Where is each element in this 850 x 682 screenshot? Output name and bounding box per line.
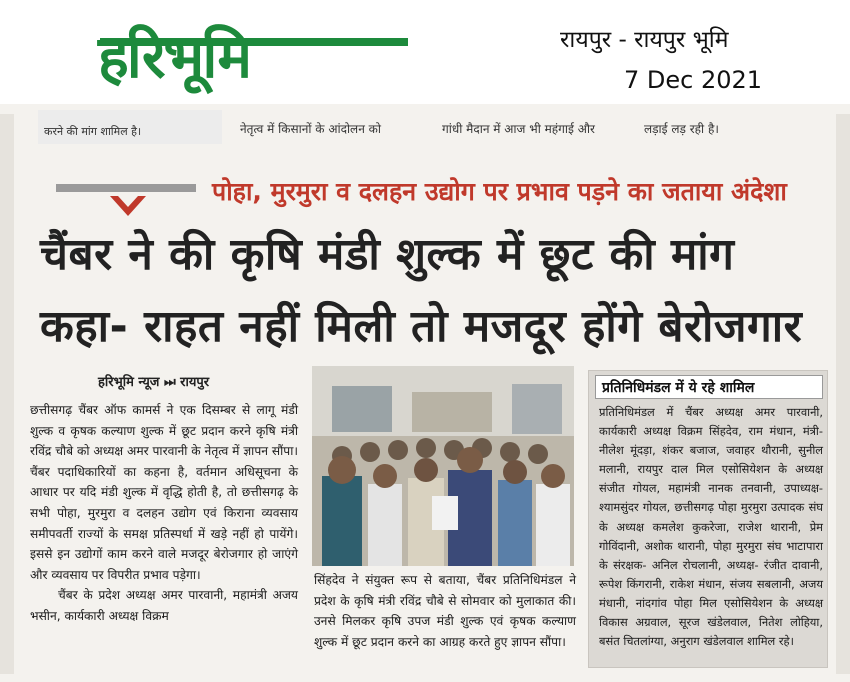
chevron-down-icon	[110, 196, 146, 216]
left-column-edge	[0, 114, 14, 674]
newspaper-logo: हरिभूमि	[98, 23, 251, 91]
article-kicker: पोहा, मुरमुरा व दलहन उद्योग पर प्रभाव पड़ने का जताया अंदेशा	[212, 177, 787, 206]
edition-label: रायपुर - रायपुर भूमि	[560, 27, 729, 53]
sidebar-body: प्रतिनिधिमंडल में चैंबर अध्यक्ष अमर पारवानी, कार्यकारी अध्यक्ष विक्रम सिंहदेव, राम मंधान, मंत्री-नीलेश मूंदड़ा, शंकर बजाज, जवाहर थौरानी, सुनील मलानी, रायपुर दाल मिल एसोसियेशन के अध्यक्ष संजीत गोयल, महामंत्री नानक तनवानी, उपाध्यक्ष- श्यामसुंदर गोयल, छत्तीसगढ़ पोहा मुरमुरा उत्पादक संघ के अध्यक्ष कमलेश कुकरेजा, राजेश थारानी, प्रेम गोविंदानी, अशोक थारानी, पोहा मुरमुरा संघ भाटापारा के संरक्षक- अनिल रोचलानी, अध्यक्ष- रंजीत दावानी, रूपेश किंगरानी, राकेश मंधान, संजय सबलानी, अजय मंधानी, नांदगांव पोहा मिल एसोसियेशन के अध्यक्ष विकास अग्रवाल, सूरज खंडेलवाल, नितेश लोहिया, बसंत चितलांग्या, अनुराग खंडेलवाल शामिल रहे।	[599, 405, 823, 649]
article-body	[30, 400, 298, 627]
masthead	[0, 0, 850, 104]
body-paragraph-1: छत्तीसगढ़ चैंबर ऑफ कामर्स ने एक दिसम्बर से लागू मंडी शुल्क व कृषक कल्याण शुल्क में छूट प्रदान करने कृषि मंत्री रविंद्र चौबे को अध्यक्ष अमर पारवानी के नेतृत्व में ज्ञापन सौंपा। चैंबर पदाधिकारियों का कहना है, वर्तमान अधिसूचना के आधार पर यदि मंडी शुल्क में वृद्धि होती है, तो छत्तीसगढ़ के सभी पोहा, मुरमुरा व दलहन उद्योग एवं किराना व्यवसाय समीपवर्ती राज्यों के समक्ष प्रतिस्पर्धा में खड़े नहीं हो पायेंगे। इससे इन उद्योगों काम करने वाले मजदूर बेरोजगार हो जाएंगे और व्यवसाय पर विपरीत प्रभाव पड़ेगा।	[30, 403, 298, 582]
headline-line-1: चैंबर ने की कृषि मंडी शुल्क में छूट की मांग	[40, 229, 735, 280]
delegation-sidebar	[588, 370, 828, 668]
headline-line-2: कहा- राहत नहीं मिली तो मजदूर होंगे बेरोजगार	[40, 301, 803, 352]
delegation-photo	[312, 366, 574, 566]
newspaper-clipping	[0, 104, 850, 682]
byline: हरिभूमि न्यूज ⏭ रायपुर	[98, 375, 210, 390]
fragment-box: करने की मांग शामिल है।	[38, 110, 222, 144]
edition-date: 7 Dec 2021	[624, 66, 763, 94]
kicker-bar	[56, 184, 196, 192]
body-paragraph-2: चैंबर के प्रदेश अध्यक्ष अमर पारवानी, महामंत्री अजय भसीन, कार्यकारी अध्यक्ष विक्रम	[30, 588, 298, 623]
right-column-edge	[836, 114, 850, 674]
sidebar-title: प्रतिनिधिमंडल में ये रहे शामिल	[595, 375, 823, 399]
fragment-text-3: लड़ाई लड़ रही है।	[644, 122, 719, 136]
fragment-text-1: नेतृत्व में किसानों के आंदोलन को	[240, 122, 381, 136]
photo-caption: सिंहदेव ने संयुक्त रूप से बताया, चैंबर प्रतिनिधिमंडल ने प्रदेश के कृषि मंत्री रविंद्र चौबे से सोमवार को मुलाकात की। उनसे मिलकर कृषि उपज मंडी शुल्क एवं कृषक कल्याण शुल्क में छूट प्रदान करने का आग्रह करते हुए ज्ञापन सौंपा।	[314, 573, 576, 649]
fragment-text-2: गांधी मैदान में आज भी महंगाई और	[442, 122, 595, 136]
